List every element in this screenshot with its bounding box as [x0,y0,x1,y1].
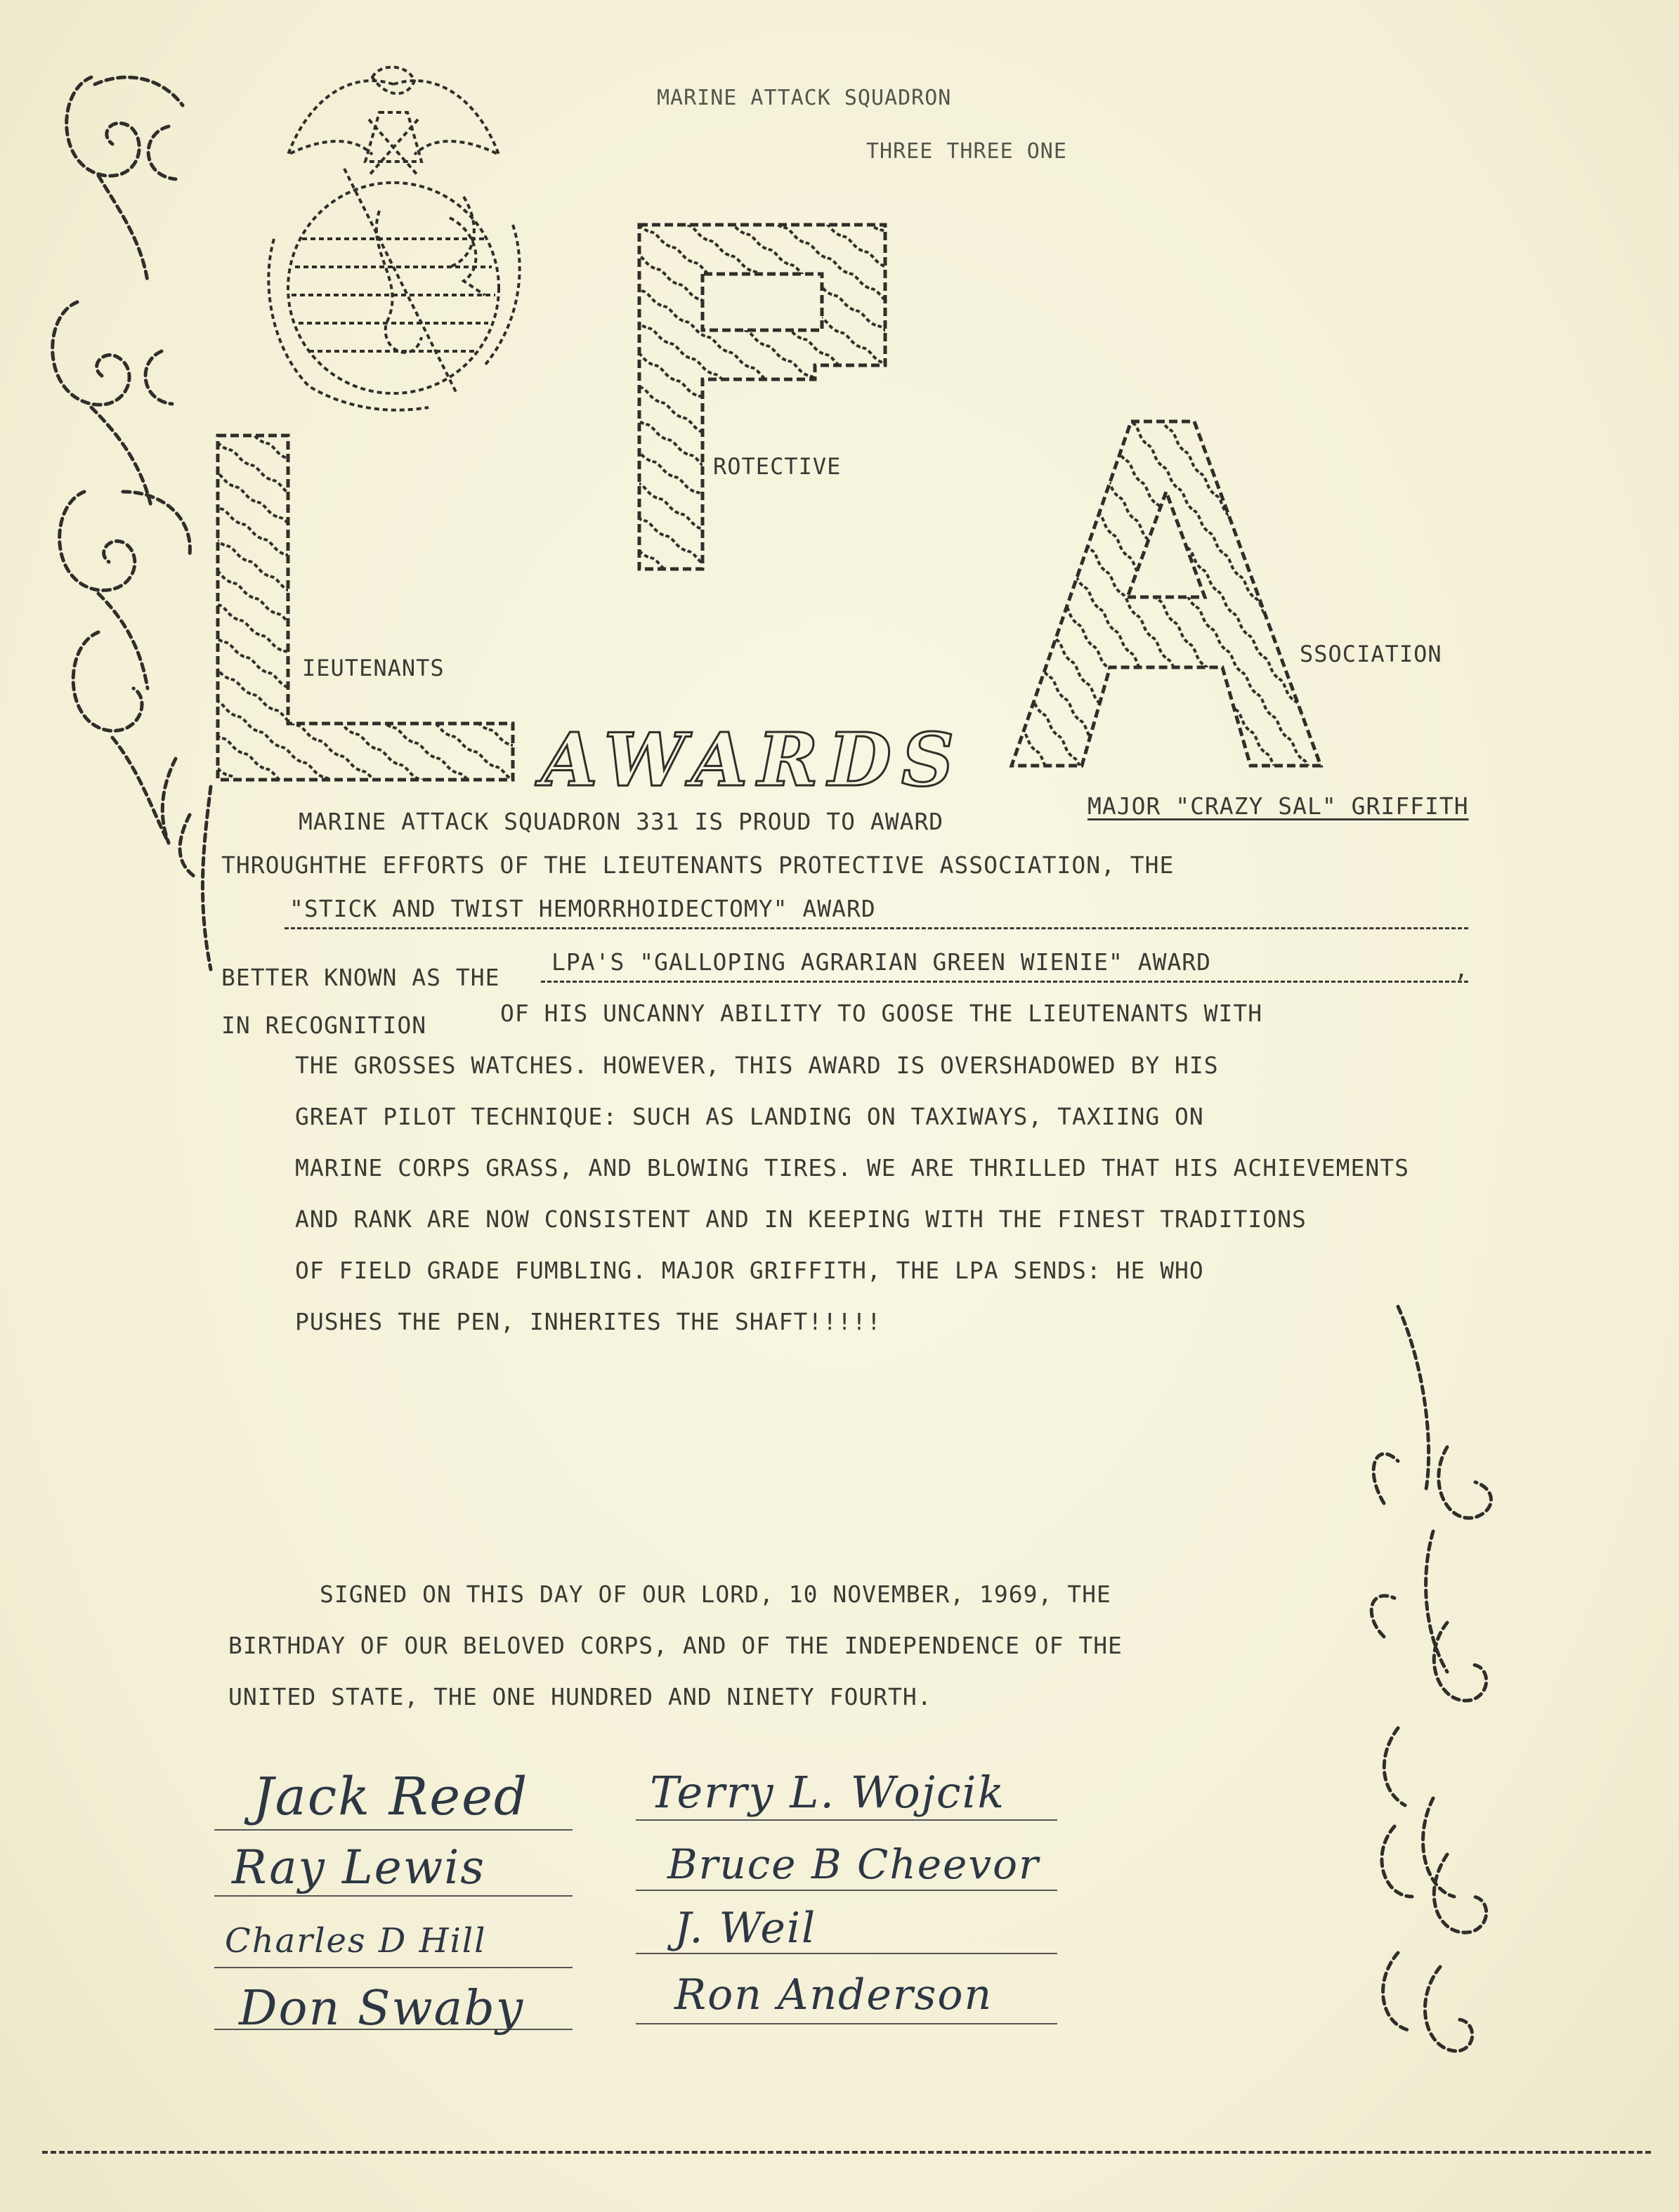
recognition-line-5: AND RANK ARE NOW CONSISTENT AND IN KEEPING WITH THE FINEST TRADITIONS [295,1205,1307,1233]
recognition-line-4: MARINE CORPS GRASS, AND BLOWING TIRES. WE ARE THRILLED THAT HIS ACHIEVEMENTS [295,1154,1409,1182]
signature-right-3: J. Weil [674,1904,817,1953]
better-known-name: LPA'S "GALLOPING AGRARIAN GREEN WIENIE" AWARD [551,948,1212,976]
header-line-2: THREE THREE ONE [866,139,1067,164]
recognition-line-6: OF FIELD GRADE FUMBLING. MAJOR GRIFFITH, THE LPA SENDS: HE WHO [295,1257,1204,1284]
a-word: SSOCIATION [1300,641,1442,667]
signed-line-2: BIRTHDAY OF OUR BELOVED CORPS, AND OF THE INDEPENDENCE OF THE [228,1632,1123,1659]
bottom-border [42,2151,1651,2154]
signature-line [214,1829,573,1831]
signature-right-2: Bruce B Cheevor [667,1840,1040,1888]
big-letter-a [1005,414,1342,780]
signed-line-1: SIGNED ON THIS DAY OF OUR LORD, 10 NOVEMBER, 1969, THE [320,1581,1111,1608]
award-name: "STICK AND TWIST HEMORRHOIDECTOMY" AWARD [289,895,876,922]
better-known-prefix: BETTER KNOWN AS THE [221,964,500,991]
big-letter-p [632,211,927,576]
signature-left-3: Charles D Hill [225,1921,487,1961]
recognition-line-3: GREAT PILOT TECHNIQUE: SUCH AS LANDING ON TAXIWAYS, TAXIING ON [295,1103,1204,1130]
recognition-line-1: OF HIS UNCANNY ABILITY TO GOOSE THE LIEUTENANTS WITH [500,1000,1263,1027]
signature-left-2: Ray Lewis [232,1840,486,1894]
usmc-emblem-icon [246,56,541,421]
signature-line [214,1967,573,1968]
signature-right-4: Ron Anderson [674,1970,993,2020]
recognition-line-7: PUSHES THE PEN, INHERITES THE SHAFT!!!!! [295,1308,882,1335]
better-known-underline [541,981,1468,983]
signed-line-3: UNITED STATE, THE ONE HUNDRED AND NINETY FOURTH. [228,1683,932,1710]
signature-left-4: Don Swaby [239,1981,525,2036]
signature-line [214,1895,573,1897]
signature-line [636,1953,1057,1954]
signature-right-1: Terry L. Wojcik [650,1767,1006,1818]
l-word: IEUTENANTS [302,655,445,681]
signature-line [636,1890,1057,1891]
award-name-underline [285,927,1468,929]
recognition-line-2: THE GROSSES WATCHES. HOWEVER, THIS AWARD IS OVERSHADOWED BY HIS [295,1052,1219,1079]
better-known-suffix: , [1454,955,1469,983]
award-recipient: MAJOR "CRAZY SAL" GRIFFITH [1087,792,1469,820]
signature-left-1: Jack Reed [253,1767,529,1827]
recognition-prefix: IN RECOGNITION [221,1012,427,1039]
awards-title: AWARDS [541,716,965,803]
signature-line [636,1819,1057,1821]
award-intro: MARINE ATTACK SQUADRON 331 IS PROUD TO AWARD [299,808,944,835]
header-line-1: MARINE ATTACK SQUADRON [657,86,952,110]
big-letter-l [211,428,534,794]
p-word: ROTECTIVE [713,453,842,480]
through-line: THROUGHTHE EFFORTS OF THE LIEUTENANTS PROTECTIVE ASSOCIATION, THE [221,851,1175,879]
signature-line [636,2023,1057,2024]
